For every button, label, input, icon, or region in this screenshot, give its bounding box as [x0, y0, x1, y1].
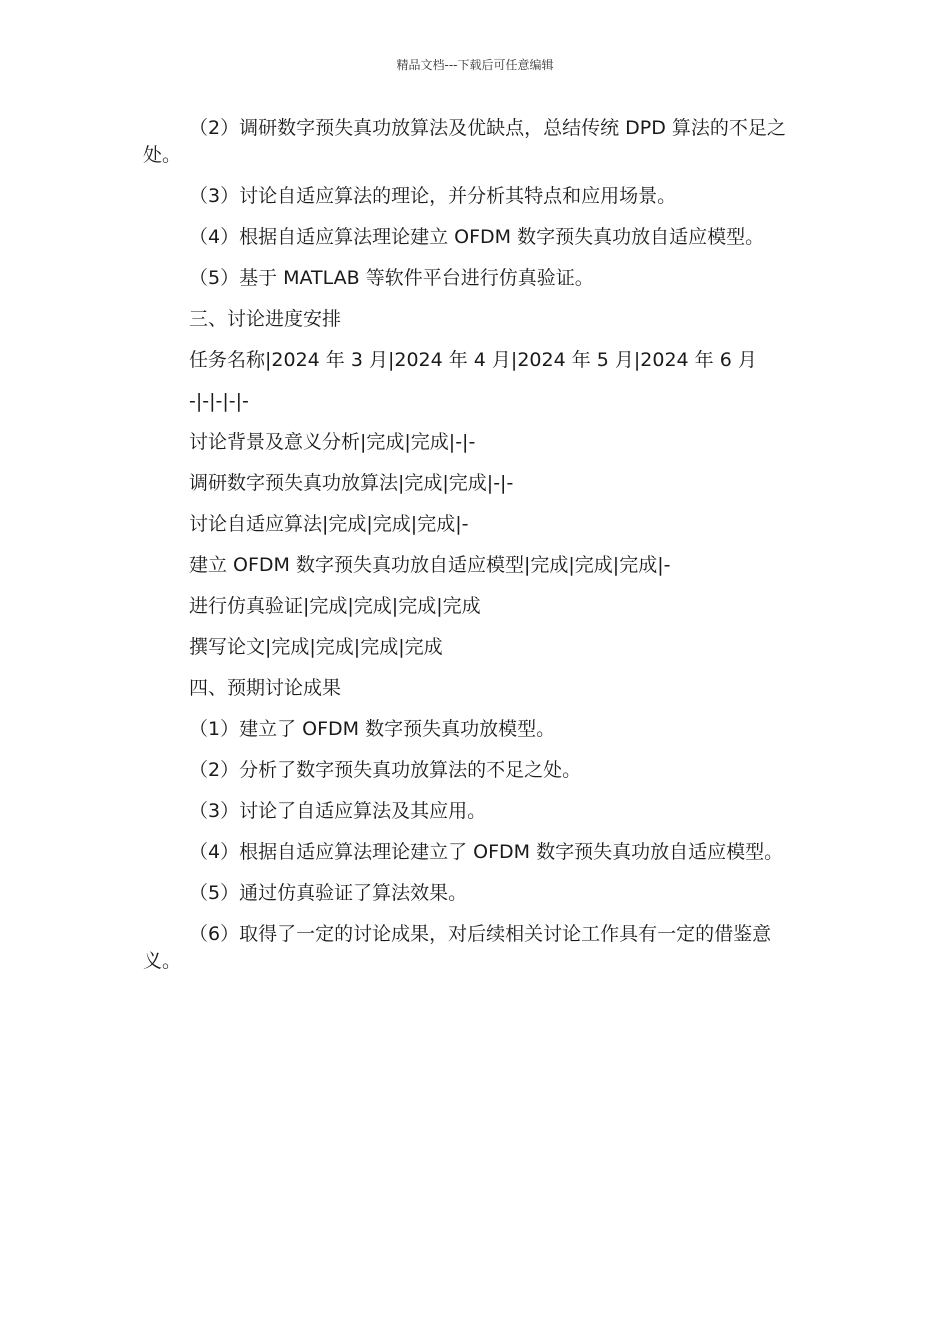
paragraph-adaptive-theory: （3）讨论自适应算法的理论，并分析其特点和应用场景。: [189, 185, 677, 207]
schedule-table-row: 讨论背景及意义分析|完成|完成|-|-: [189, 431, 476, 453]
schedule-table-row: 撰写论文|完成|完成|完成|完成: [189, 636, 443, 658]
document-body: [143, 115, 807, 989]
result-item: （5）通过仿真验证了算法效果。: [189, 882, 468, 904]
paragraph-matlab-simulation: （5）基于 MATLAB 等软件平台进行仿真验证。: [189, 267, 594, 289]
schedule-table-row: 进行仿真验证|完成|完成|完成|完成: [189, 595, 481, 617]
schedule-table-separator-row: -|-|-|-|-: [189, 390, 249, 412]
section-heading-schedule: 三、讨论进度安排: [189, 308, 342, 330]
schedule-table-row: 建立 OFDM 数字预失真功放自适应模型|完成|完成|完成|-: [189, 554, 671, 576]
result-item: （4）根据自适应算法理论建立了 OFDM 数字预失真功放自适应模型。: [189, 841, 784, 863]
paragraph-build-model: （4）根据自适应算法理论建立 OFDM 数字预失真功放自适应模型。: [189, 226, 765, 248]
schedule-table-row: 调研数字预失真功放算法|完成|完成|-|-: [189, 472, 514, 494]
result-item: （3）讨论了自适应算法及其应用。: [189, 800, 487, 822]
page-header: 精品文档---下载后可任意编辑: [396, 58, 554, 72]
schedule-table-header-row: 任务名称|2024 年 3 月|2024 年 4 月|2024 年 5 月|2024 年 6 月: [189, 349, 757, 371]
schedule-table-row: 讨论自适应算法|完成|完成|完成|-: [189, 513, 469, 535]
section-heading-expected-results: 四、预期讨论成果: [189, 677, 342, 699]
result-item: （1）建立了 OFDM 数字预失真功放模型。: [189, 718, 556, 740]
paragraph-research-dpd: （2）调研数字预失真功放算法及优缺点，总结传统 DPD 算法的不足之处。: [143, 117, 786, 166]
result-item: （6）取得了一定的讨论成果，对后续相关讨论工作具有一定的借鉴意义。: [143, 923, 772, 972]
result-item: （2）分析了数字预失真功放算法的不足之处。: [189, 759, 582, 781]
